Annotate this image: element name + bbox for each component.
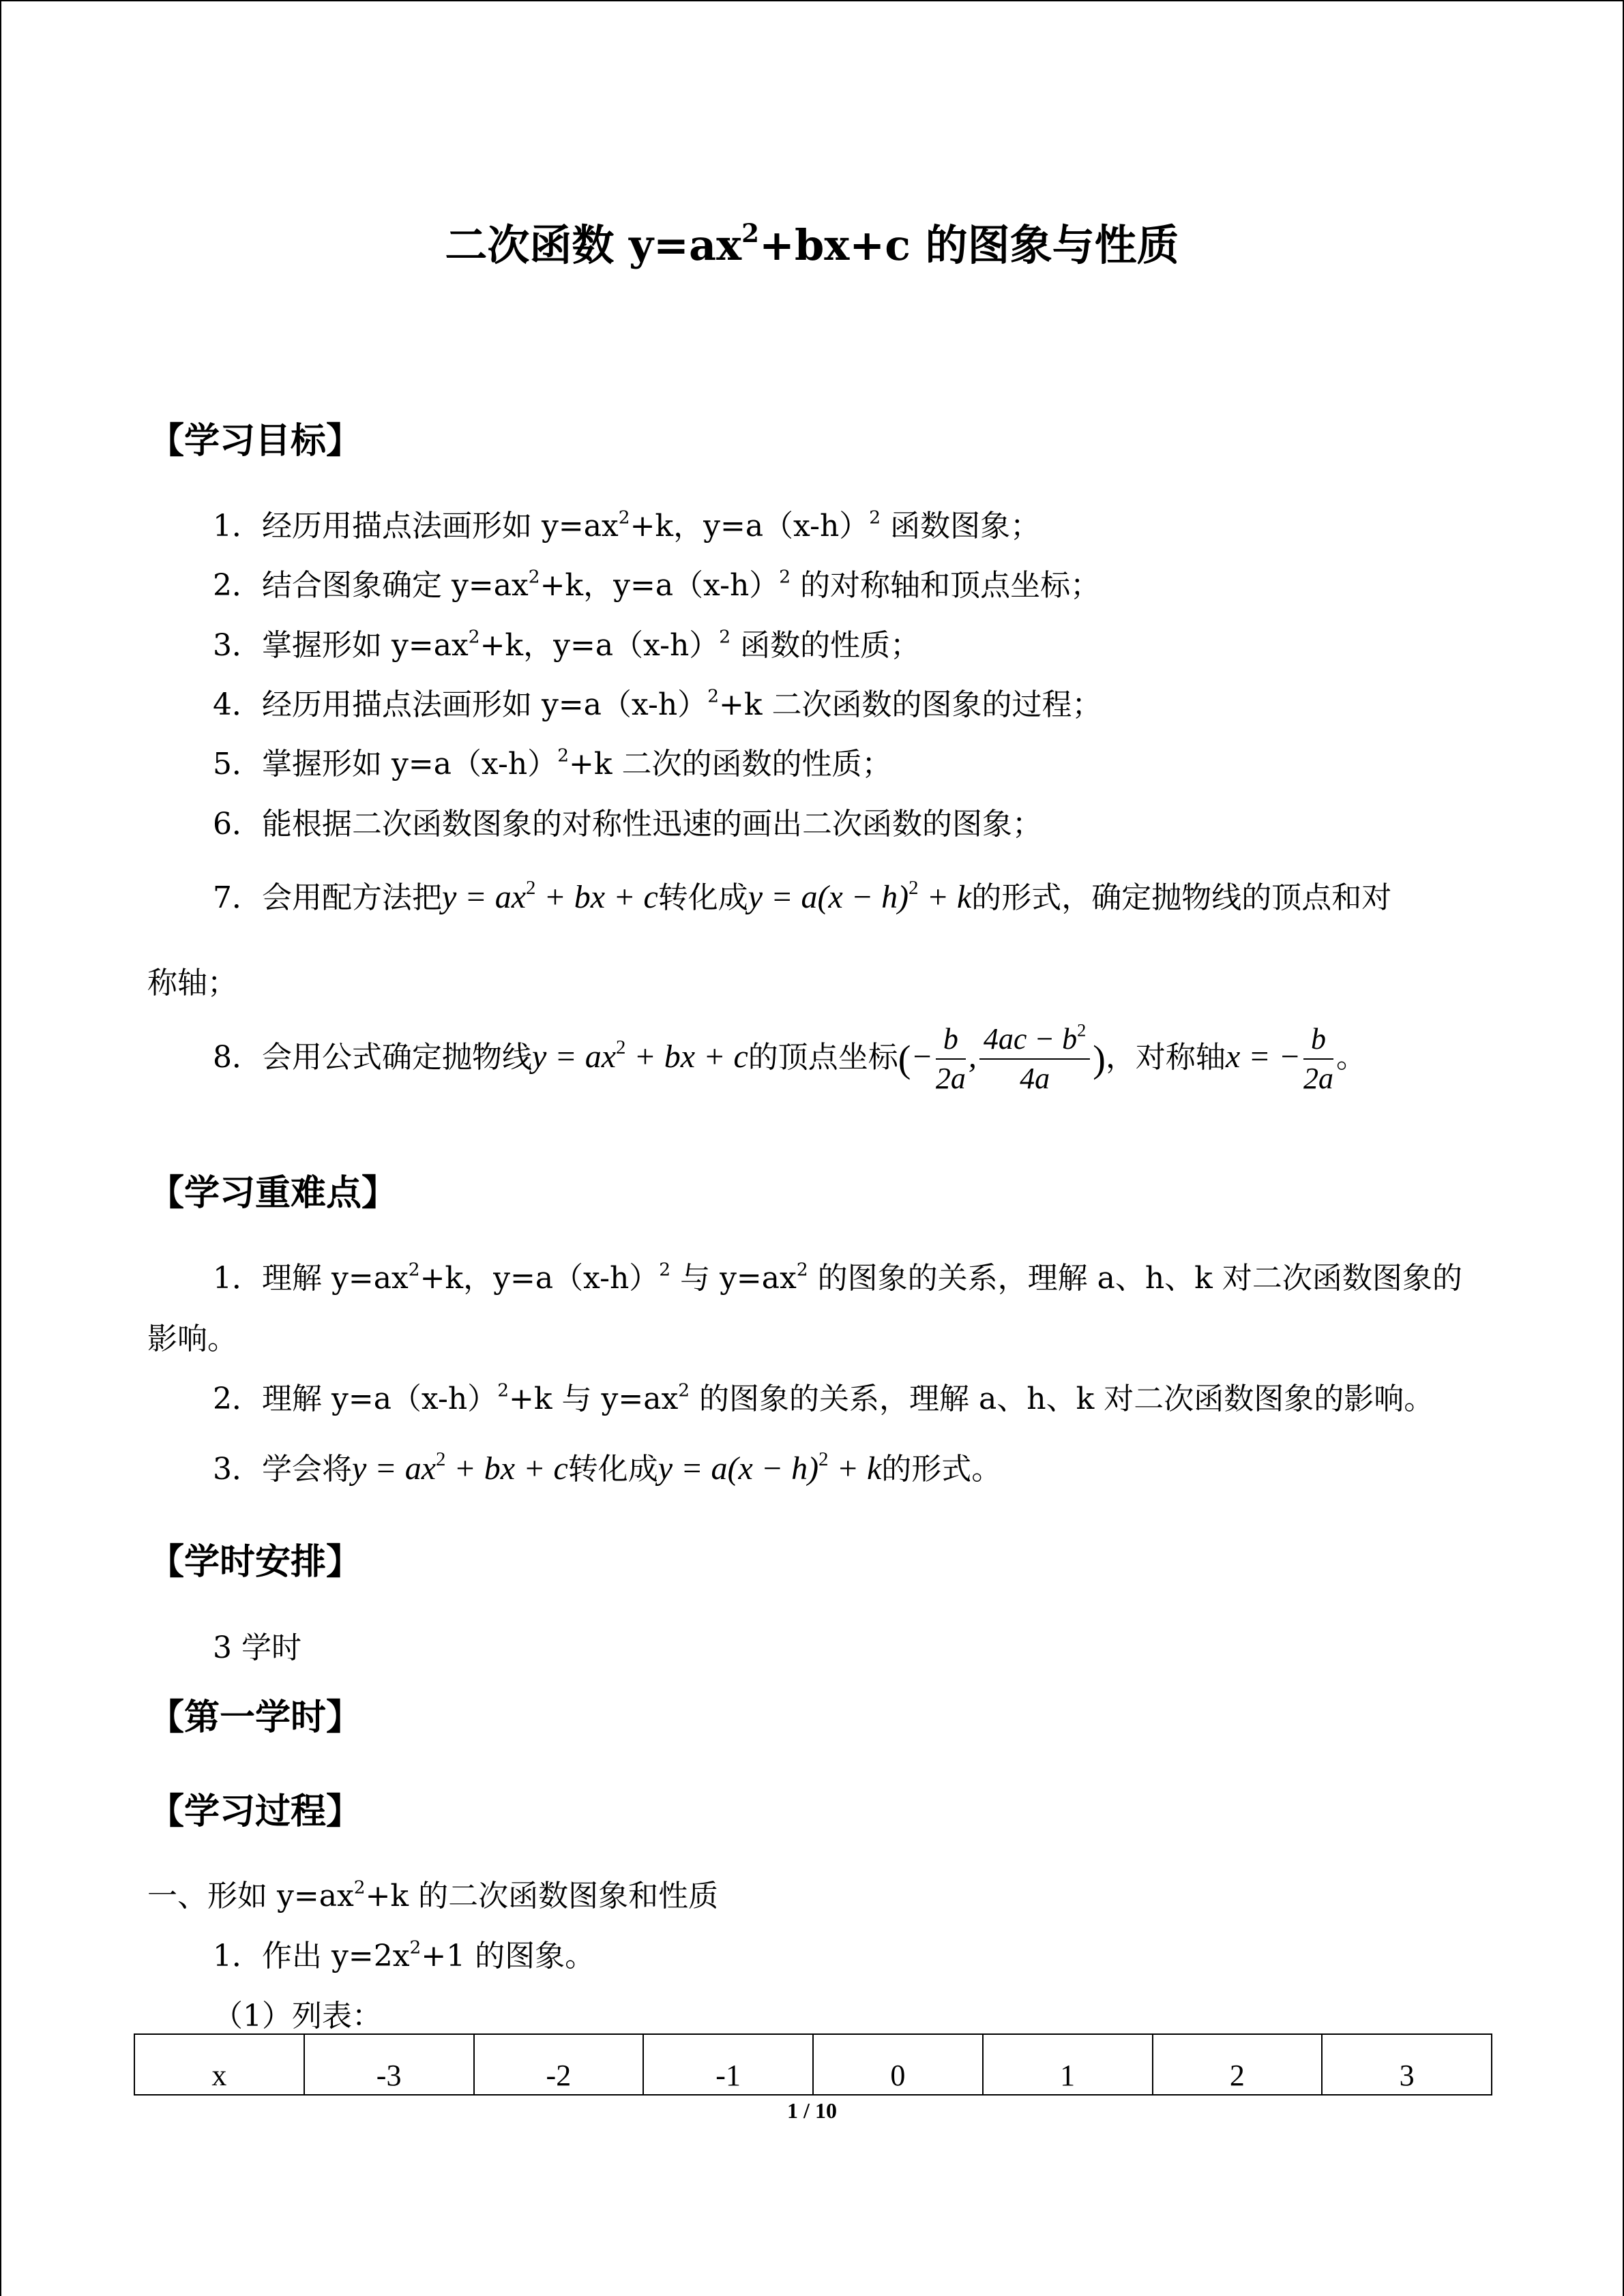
- formula-general: $y = ax^2$ + bx + c: [352, 1448, 568, 1487]
- table-cell: 2: [1153, 2034, 1323, 2095]
- page-number: 1 / 10: [787, 2098, 837, 2123]
- heading-schedule: 【学时安排】: [149, 1542, 362, 1583]
- key-point-2: 2．理解 $y=a(x-h)^2+k$ 与 $y=ax^2$ 的图象的关系，理解 a、h、k 对二次函数图象的影响。: [213, 1380, 1434, 1416]
- value-table: [134, 2033, 1492, 2096]
- list-label: （1）列表：: [213, 1999, 382, 2033]
- formula-vertex-form: $y = a(x - h)^2 + k$: [658, 1448, 882, 1487]
- key-point-3: 3．学会将$y = ax^2$ + bx + c转化成$y = a(x - h)^2 + k$的形式。: [213, 1448, 1002, 1487]
- item-1: 1．作出 $y=2x^2+1$ 的图象。: [213, 1937, 595, 1973]
- table-cell: 3: [1322, 2034, 1492, 2095]
- key-point-1-continued: 影响。: [147, 1322, 237, 1356]
- page-title: 二次函数 $y=ax^2+bx+c$ 的图象与性质: [445, 218, 1179, 270]
- heading-objectives: 【学习目标】: [149, 421, 362, 462]
- table-cell: x: [134, 2034, 304, 2095]
- objective-6: 6．能根据二次函数图象的对称性迅速的画出二次函数的图象；: [213, 807, 1042, 841]
- heading-process: 【学习过程】: [149, 1791, 362, 1832]
- objective-1: 1．经历用描点法画形如 $y=ax^2+k$，$y=a(x-h)^2$ 函数图象；: [213, 507, 1041, 543]
- schedule-text: 3 学时: [213, 1630, 301, 1665]
- table-cell: -2: [474, 2034, 644, 2095]
- formula-general: $y = ax^2$ + bx + c: [532, 1036, 748, 1075]
- section-1-title: 一、形如 $y=ax^2+k$ 的二次函数图象和性质: [147, 1877, 719, 1913]
- objective-4: 4．经历用描点法画形如 $y=a(x-h)^2+k$ 二次函数的图象的过程；: [213, 685, 1102, 722]
- objective-5: 5．掌握形如 $y=a(x-h)^2+k$ 二次的函数的性质；: [213, 745, 892, 781]
- objective-7-continued: 称轴；: [147, 966, 237, 1000]
- fraction-axis: $\frac{b}{2a}$: [1303, 1022, 1334, 1096]
- heading-first-period: 【第一学时】: [149, 1697, 362, 1738]
- objective-7: 7．会用配方法把$y = ax^2$ + bx + c转化成$y = a(x - h)^2 + k$的形式，确定抛物线的顶点和对: [213, 876, 1392, 915]
- formula-vertex-form: $y = a(x - h)^2 + k$: [748, 876, 972, 915]
- fraction-vertex-y: $\frac{4ac - b^2}{4a}$: [979, 1023, 1090, 1096]
- key-point-1: 1．理解 $y=ax^2+k$，$y=a(x-h)^2$ 与 $y=ax^2$ 的图象的关系，理解 a、h、k 对二次函数图象的: [213, 1259, 1462, 1296]
- formula-general: $y = ax^2$ + bx + c: [442, 876, 658, 915]
- objective-3: 3．掌握形如 $y=ax^2+k$，$y=a(x-h)^2$ 函数的性质；: [213, 626, 921, 663]
- table-cell: -3: [304, 2034, 474, 2095]
- table-cell: 1: [983, 2034, 1153, 2095]
- table-row: [134, 2034, 1492, 2095]
- table-cell: 0: [813, 2034, 983, 2095]
- objective-2: 2．结合图象确定 $y=ax^2+k$，$y=a(x-h)^2$ 的对称轴和顶点坐标；: [213, 566, 1101, 603]
- fraction-vertex-x: $\frac{b}{2a}$: [935, 1022, 966, 1096]
- heading-key-points: 【学习重难点】: [149, 1173, 398, 1214]
- objective-8: 8．会用公式确定抛物线$y = ax^2$ + bx + c的顶点坐标(− $\frac{b}{2a}$ , $\frac{4ac - b^2}{4a}$ )，对称轴x = − $\frac{b}{2a}$ 。: [213, 1019, 1367, 1096]
- table-cell: -1: [643, 2034, 813, 2095]
